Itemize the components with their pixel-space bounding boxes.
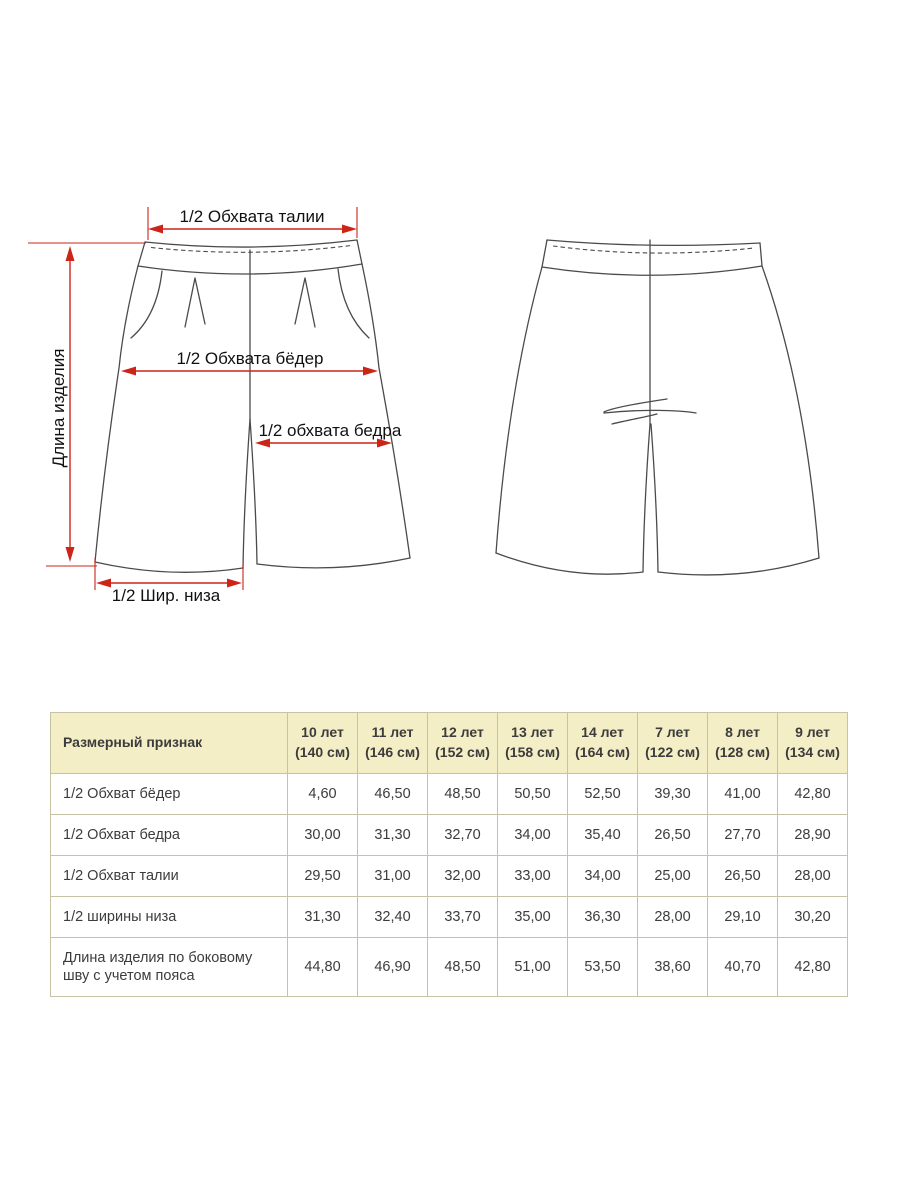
hem-arrowhead-left bbox=[96, 579, 111, 588]
size-header-cell bbox=[358, 713, 428, 774]
back-waistband-left-edge bbox=[542, 240, 547, 267]
size-age: 8 лет bbox=[725, 724, 760, 741]
waist-arrowhead-right bbox=[342, 225, 357, 234]
value-cell: 41,00 bbox=[708, 774, 778, 815]
size-height: (140 см) bbox=[295, 744, 350, 760]
value-cell: 35,00 bbox=[498, 897, 568, 938]
back-waistband-stitch-line bbox=[553, 246, 754, 253]
value-cell: 31,30 bbox=[358, 815, 428, 856]
value-cell: 35,40 bbox=[568, 815, 638, 856]
front-view-drawing bbox=[95, 240, 410, 572]
row-label-cell: 1/2 Обхват талии bbox=[51, 856, 288, 897]
table-row bbox=[51, 938, 848, 997]
value-cell: 34,00 bbox=[498, 815, 568, 856]
length-arrowhead-top bbox=[66, 246, 75, 261]
value-cell: 28,00 bbox=[778, 856, 848, 897]
front-right-hem bbox=[257, 558, 410, 568]
size-height: (158 см) bbox=[505, 744, 560, 760]
back-waistband-top bbox=[547, 240, 760, 245]
size-age: 10 лет bbox=[301, 724, 344, 741]
front-waistband-top bbox=[145, 240, 357, 247]
value-cell: 27,70 bbox=[708, 815, 778, 856]
waist-arrowhead-left bbox=[148, 225, 163, 234]
size-height: (122 см) bbox=[645, 744, 700, 760]
value-cell: 40,70 bbox=[708, 938, 778, 997]
value-cell: 30,00 bbox=[288, 815, 358, 856]
length-dimension bbox=[28, 243, 146, 566]
value-cell: 48,50 bbox=[428, 774, 498, 815]
value-cell: 29,10 bbox=[708, 897, 778, 938]
thigh-dimension-label: 1/2 обхвата бедра bbox=[258, 421, 402, 440]
front-right-inner-leg bbox=[250, 419, 257, 564]
hips-dimension-label: 1/2 Обхвата бёдер bbox=[176, 349, 324, 368]
value-cell: 36,30 bbox=[568, 897, 638, 938]
front-right-dart bbox=[295, 278, 315, 327]
front-left-hem bbox=[95, 562, 243, 572]
front-right-pocket bbox=[338, 269, 369, 338]
front-waistband-left-edge bbox=[138, 242, 145, 266]
size-header-cell bbox=[288, 713, 358, 774]
thigh-dimension bbox=[255, 421, 402, 448]
value-cell: 46,90 bbox=[358, 938, 428, 997]
front-left-side-seam bbox=[95, 266, 138, 562]
size-height: (146 см) bbox=[365, 744, 420, 760]
value-cell: 50,50 bbox=[498, 774, 568, 815]
length-arrowhead-bottom bbox=[66, 547, 75, 562]
size-age: 12 лет bbox=[441, 724, 484, 741]
value-cell: 32,70 bbox=[428, 815, 498, 856]
hips-arrowhead-right bbox=[363, 367, 378, 376]
size-table-body bbox=[51, 774, 848, 997]
size-height: (134 см) bbox=[785, 744, 840, 760]
value-cell: 31,00 bbox=[358, 856, 428, 897]
hem-width-dimension-label: 1/2 Шир. низа bbox=[111, 586, 221, 605]
value-cell: 26,50 bbox=[708, 856, 778, 897]
size-header-cell bbox=[778, 713, 848, 774]
value-cell: 28,00 bbox=[638, 897, 708, 938]
back-right-hem bbox=[658, 558, 819, 575]
size-header-cell bbox=[568, 713, 638, 774]
value-cell: 44,80 bbox=[288, 938, 358, 997]
value-cell: 39,30 bbox=[638, 774, 708, 815]
value-cell: 28,90 bbox=[778, 815, 848, 856]
value-cell: 33,00 bbox=[498, 856, 568, 897]
feature-header-cell: Размерный признак bbox=[51, 713, 288, 774]
front-left-dart bbox=[185, 278, 205, 327]
table-row bbox=[51, 856, 848, 897]
row-label-cell: 1/2 ширины низа bbox=[51, 897, 288, 938]
length-dimension-label: Длина изделия bbox=[49, 348, 68, 468]
front-right-side-seam bbox=[362, 264, 410, 558]
table-row bbox=[51, 815, 848, 856]
value-cell: 4,60 bbox=[288, 774, 358, 815]
hips-arrowhead-left bbox=[121, 367, 136, 376]
front-waistband-right-edge bbox=[357, 240, 362, 264]
size-age: 9 лет bbox=[795, 724, 830, 741]
size-table bbox=[50, 712, 848, 997]
value-cell: 42,80 bbox=[778, 774, 848, 815]
front-left-inner-leg bbox=[243, 419, 250, 568]
value-cell: 29,50 bbox=[288, 856, 358, 897]
value-cell: 33,70 bbox=[428, 897, 498, 938]
hem-width-dimension bbox=[95, 558, 243, 605]
size-height: (128 см) bbox=[715, 744, 770, 760]
size-age: 13 лет bbox=[511, 724, 554, 741]
hips-dimension bbox=[121, 349, 378, 376]
value-cell: 30,20 bbox=[778, 897, 848, 938]
value-cell: 38,60 bbox=[638, 938, 708, 997]
value-cell: 42,80 bbox=[778, 938, 848, 997]
size-header-cell bbox=[708, 713, 778, 774]
row-label-cell: Длина изделия по боковому шву с учетом пояса bbox=[51, 938, 288, 997]
front-left-pocket bbox=[131, 271, 162, 338]
value-cell: 32,40 bbox=[358, 897, 428, 938]
back-view-drawing bbox=[496, 240, 819, 575]
value-cell: 32,00 bbox=[428, 856, 498, 897]
table-row bbox=[51, 897, 848, 938]
size-header-cell bbox=[498, 713, 568, 774]
value-cell: 51,00 bbox=[498, 938, 568, 997]
value-cell: 53,50 bbox=[568, 938, 638, 997]
back-waistband-bottom bbox=[542, 266, 762, 275]
header-row bbox=[51, 713, 848, 774]
back-left-hem bbox=[496, 553, 643, 574]
value-cell: 25,00 bbox=[638, 856, 708, 897]
value-cell: 31,30 bbox=[288, 897, 358, 938]
value-cell: 34,00 bbox=[568, 856, 638, 897]
size-age: 14 лет bbox=[581, 724, 624, 741]
back-waistband-right-edge bbox=[760, 243, 762, 266]
back-left-side-seam bbox=[496, 267, 542, 553]
table-row bbox=[51, 774, 848, 815]
size-table-head bbox=[51, 713, 848, 774]
value-cell: 48,50 bbox=[428, 938, 498, 997]
size-age: 7 лет bbox=[655, 724, 690, 741]
hem-arrowhead-right bbox=[227, 579, 242, 588]
waist-dimension bbox=[148, 207, 357, 240]
size-header-cell bbox=[638, 713, 708, 774]
row-label-cell: 1/2 Обхват бедра bbox=[51, 815, 288, 856]
size-height: (164 см) bbox=[575, 744, 630, 760]
size-header-cell bbox=[428, 713, 498, 774]
back-right-side-seam bbox=[762, 266, 819, 558]
size-height: (152 см) bbox=[435, 744, 490, 760]
value-cell: 46,50 bbox=[358, 774, 428, 815]
back-left-inner-leg bbox=[643, 424, 650, 572]
size-age: 11 лет bbox=[371, 724, 414, 741]
value-cell: 52,50 bbox=[568, 774, 638, 815]
back-right-inner-leg bbox=[651, 424, 658, 572]
row-label-cell: 1/2 Обхват бёдер bbox=[51, 774, 288, 815]
value-cell: 26,50 bbox=[638, 815, 708, 856]
waist-dimension-label: 1/2 Обхвата талии bbox=[179, 207, 325, 226]
